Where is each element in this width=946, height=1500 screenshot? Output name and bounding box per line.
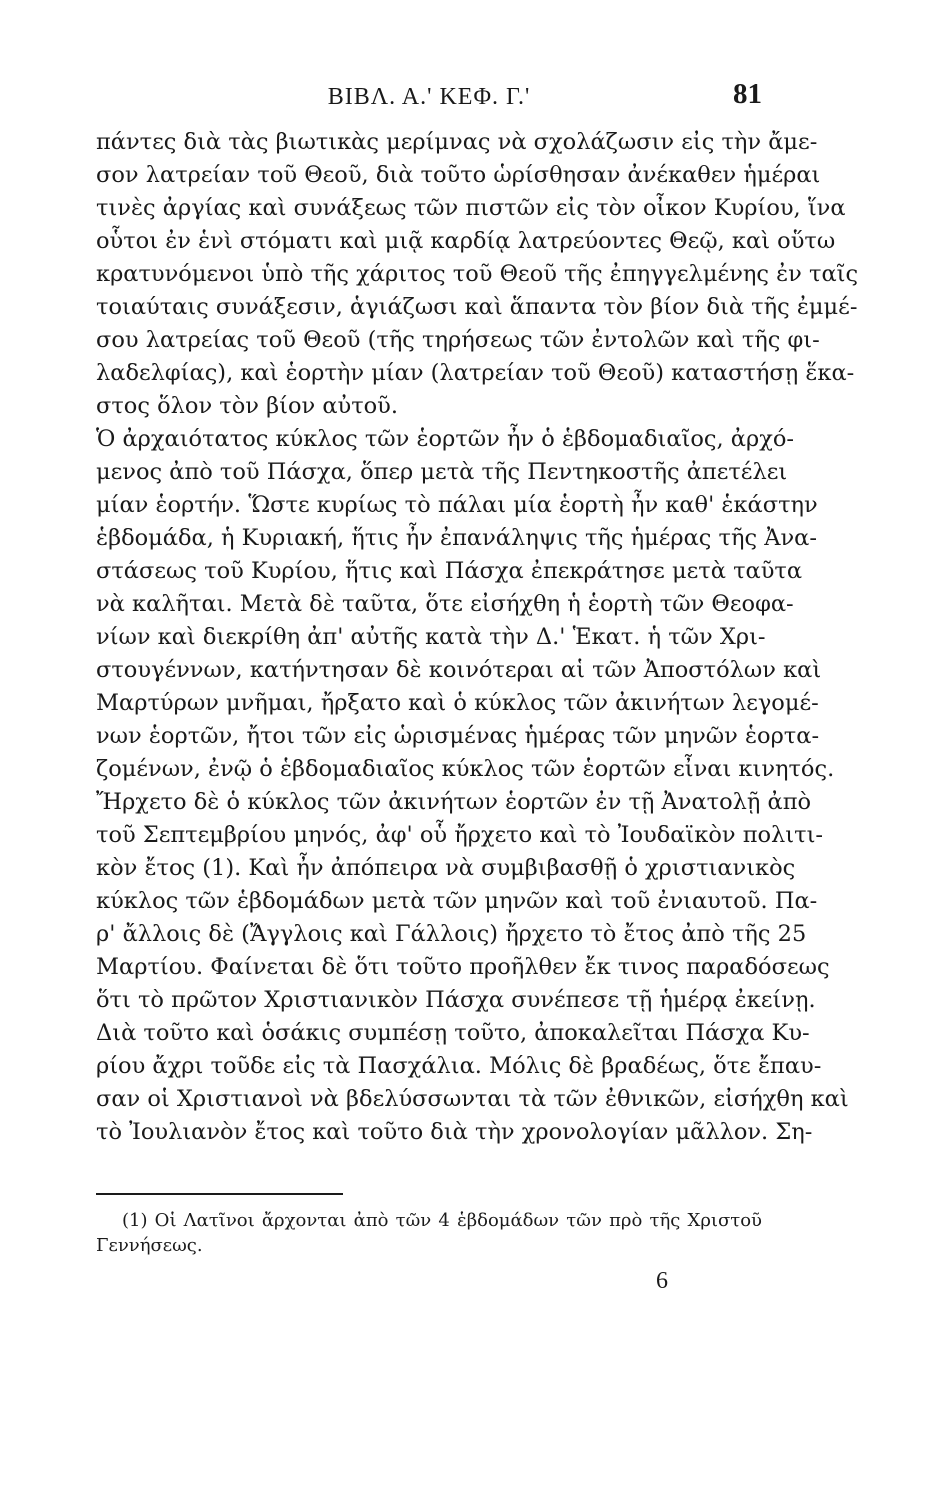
page-number: 81 (733, 78, 762, 110)
text-line: οὗτοι ἐν ἑνὶ στόματι καὶ μιᾷ καρδίᾳ λατρεύοντες Θεῷ, καὶ οὕτω (96, 228, 836, 254)
text-line: σου λατρείας τοῦ Θεοῦ (τῆς τηρήσεως τῶν ἐντολῶν καὶ τῆς φι- (96, 327, 820, 353)
text-line: σον λατρείαν τοῦ Θεοῦ, διὰ τοῦτο ὡρίσθησαν ἀνέκαθεν ἡμέραι (96, 162, 821, 188)
text-line: νὰ καλῆται. Μετὰ δὲ ταῦτα, ὅτε εἰσήχθη ἡ ἑορτὴ τῶν Θεοφα- (96, 591, 794, 617)
text-line: τινὲς ἀργίας καὶ συνάξεως τῶν πιστῶν εἰς τὸν οἶκον Κυρίου, ἵνα (96, 195, 846, 221)
text-line: Ὁ ἀρχαιότατος κύκλος τῶν ἑορτῶν ἦν ὁ ἑβδομαδιαῖος, ἀρχό- (96, 426, 794, 452)
text-line: στουγέννων, κατήντησαν δὲ κοινότεραι αἱ τῶν Ἀποστόλων καὶ (96, 657, 822, 683)
signature-mark: 6 (656, 1268, 668, 1294)
body-text (96, 126, 859, 1149)
text-line: τὸ Ἰουλιανὸν ἔτος καὶ τοῦτο διὰ τὴν χρονολογίαν μᾶλλον. Ση- (96, 1119, 813, 1145)
text-line: στος ὅλον τὸν βίον αὐτοῦ. (96, 393, 399, 419)
footnote-rule (96, 1193, 343, 1195)
text-line: Μαρτύρων μνῆμαι, ἤρξατο καὶ ὁ κύκλος τῶν ἀκινήτων λεγομέ- (96, 690, 819, 716)
text-line: Διὰ τοῦτο καὶ ὁσάκις συμπέσῃ τοῦτο, ἀποκαλεῖται Πάσχα Κυ- (96, 1020, 810, 1046)
text-line: τοιαύταις συνάξεσιν, ἁγιάζωσι καὶ ἅπαντα τὸν βίον διὰ τῆς ἐμμέ- (96, 294, 858, 320)
footnote-line: Γεννήσεως. (96, 1235, 203, 1256)
page-header (96, 78, 762, 126)
text-line: κύκλος τῶν ἑβδομάδων μετὰ τῶν μηνῶν καὶ τοῦ ἐνιαυτοῦ. Πα- (96, 888, 818, 914)
text-line: πάντες διὰ τὰς βιωτικὰς μερίμνας νὰ σχολάζωσιν εἰς τὴν ἄμε- (96, 129, 818, 155)
text-line: Μαρτίου. Φαίνεται δὲ ὅτι τοῦτο προῆλθεν ἔκ τινος παραδόσεως (96, 954, 830, 980)
text-line: Ἤρχετο δὲ ὁ κύκλος τῶν ἀκινήτων ἑορτῶν ἐν τῇ Ἀνατολῇ ἀπὸ (96, 789, 812, 815)
text-line: μίαν ἑορτήν. Ὥστε κυρίως τὸ πάλαι μία ἑορτὴ ἦν καθ' ἑκάστην (96, 492, 818, 518)
text-line: τοῦ Σεπτεμβρίου μηνός, ἀφ' οὗ ἤρχετο καὶ τὸ Ἰουδαϊκὸν πολιτι- (96, 822, 823, 848)
text-line: μενος ἀπὸ τοῦ Πάσχα, ὅπερ μετὰ τῆς Πεντηκοστῆς ἀπετέλει (96, 459, 788, 485)
text-line: σαν οἱ Χριστιανοὶ νὰ βδελύσσωνται τὰ τῶν ἐθνικῶν, εἰσήχθη καὶ (96, 1086, 849, 1112)
text-line: στάσεως τοῦ Κυρίου, ἥτις καὶ Πάσχα ἐπεκράτησε μετὰ ταῦτα (96, 558, 803, 584)
text-line: λαδελφίας), καὶ ἑορτὴν μίαν (λατρείαν τοῦ Θεοῦ) καταστήσῃ ἕκα- (96, 360, 855, 386)
footnote (96, 1208, 762, 1258)
text-line: νων ἑορτῶν, ἤτοι τῶν εἰς ὡρισμένας ἡμέρας τῶν μηνῶν ἑορτα- (96, 723, 820, 749)
text-line: νίων καὶ διεκρίθη ἀπ' αὐτῆς κατὰ τὴν Δ.' Ἑκατ. ἡ τῶν Χρι- (96, 624, 766, 650)
text-line: κρατυνόμενοι ὑπὸ τῆς χάριτος τοῦ Θεοῦ τῆς ἐπηγγελμένης ἐν ταῖς (96, 261, 859, 287)
text-line: ὅτι τὸ πρῶτον Χριστιανικὸν Πάσχα συνέπεσε τῇ ἡμέρᾳ ἐκείνῃ. (96, 987, 816, 1013)
text-line: ρίου ἄχρι τοῦδε εἰς τὰ Πασχάλια. Μόλις δὲ βραδέως, ὅτε ἔπαυ- (96, 1053, 822, 1079)
running-head: ΒΙΒΛ. Α.' ΚΕΦ. Γ.' (327, 84, 531, 110)
text-line: ἑβδομάδα, ἡ Κυριακή, ἥτις ἦν ἐπανάληψις τῆς ἡμέρας τῆς Ἀνα- (96, 525, 817, 551)
text-line: ρ' ἄλλοις δὲ (Ἄγγλοις καὶ Γάλλοις) ἤρχετο τὸ ἔτος ἀπὸ τῆς 25 (96, 921, 807, 947)
text-line: κὸν ἔτος (1). Καὶ ἦν ἀπόπειρα νὰ συμβιβασθῇ ὁ χριστιανικὸς (96, 855, 796, 881)
text-line: ζομένων, ἐνῷ ὁ ἑβδομαδιαῖος κύκλος τῶν ἑορτῶν εἶναι κινητός. (96, 756, 835, 782)
footnote-line: (1) Οἱ Λατῖνοι ἄρχονται ἀπὸ τῶν 4 ἑβδομάδων τῶν πρὸ τῆς Χριστοῦ (122, 1210, 762, 1231)
